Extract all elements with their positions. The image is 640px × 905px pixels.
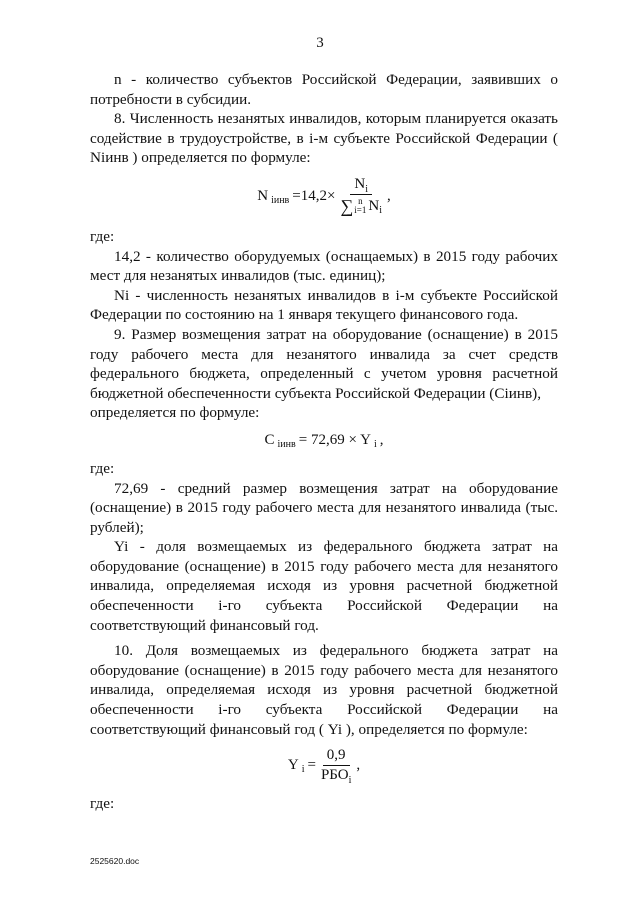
definition-ni: Ni - численность незанятых инвалидов в i-м субъекте Российской Федерации по состоянию на 1 января текущего финансового года. bbox=[90, 286, 558, 324]
formula-1-lhs-sub: iинв bbox=[271, 194, 290, 206]
formula-c-iinv: C iинв = 72,69 × Y i , bbox=[264, 431, 384, 450]
formula-1-trail: , bbox=[387, 187, 391, 204]
where-label-2: где: bbox=[90, 459, 115, 477]
paragraph-9: 9. Размер возмещения затрат на оборудование (оснащение) в 2015 году рабочего места для незанятого инвалида за счет средств федерального бюджета, определенный с учетом уровня расчетной бюджетной обеспеченности субъекта Российской Федерации (Ciинв), bbox=[90, 325, 558, 402]
definition-72-69: 72,69 - средний размер возмещения затрат на оборудование (оснащение) в 2015 году рабочего места для незанятого инвалида (тыс. рублей); bbox=[90, 479, 558, 536]
file-name-footer: 2525620.doc bbox=[90, 856, 140, 866]
formula-2-rhs: = 72,69 × Y bbox=[298, 431, 371, 448]
page-number: 3 bbox=[316, 35, 324, 51]
definition-yi: Yi - доля возмещаемых из федерального бюджета затрат на оборудование (оснащение) в 2015 году рабочего места для незанятого инвалида, определяемая исходя из уровня расчетной бюджетной обеспеченности i-го субъекта Российской Федерации на соответствующий финансовый год. bbox=[90, 538, 558, 634]
formula-1-numerator: $N_i$ bbox=[350, 176, 372, 195]
formula-1-lhs: N bbox=[257, 187, 269, 204]
paragraph-n-definition: n - количество субъектов Российской Федерации, заявивших о потребности в субсидии. bbox=[90, 71, 558, 108]
sum-limits: n i=1 bbox=[354, 196, 367, 216]
sum-sign-icon: ∑ bbox=[340, 195, 354, 216]
document-body bbox=[90, 70, 558, 814]
paragraph-9-end: определяется по формуле: bbox=[90, 404, 260, 422]
where-label-1: где: bbox=[90, 227, 115, 245]
formula-3-denominator: $РБО_i$ bbox=[320, 767, 352, 787]
paragraph-8: 8. Численность незанятых инвалидов, которым планируется оказать содействие в трудоустройстве, в i-м субъекте Российской Федерации ( Niинв ) определяется по формуле: bbox=[90, 110, 558, 167]
formula-n-iinv bbox=[90, 176, 558, 217]
formula-yi: Y i = $\frac{0,9}{РБО_i}$ , bbox=[287, 747, 361, 787]
formula-1-denominator: ∑ n i=1 N i bbox=[340, 195, 382, 216]
formula-3-numerator: 0,9 bbox=[323, 747, 350, 766]
formula-1-fraction bbox=[340, 176, 382, 217]
paragraph-10: 10. Доля возмещаемых из федерального бюджета затрат на оборудование (оснащение) в 2015 году рабочего места для незанятого инвалида, определяемая исходя из уровня расчетной бюджетной обеспеченности i-го субъекта Российской Федерации на соответствующий финансовый год ( Yi ), определяется по формуле: bbox=[90, 642, 558, 738]
formula-1-eq: =14,2× bbox=[292, 187, 336, 204]
where-label-3: где: bbox=[90, 795, 115, 813]
formula-3-fraction bbox=[320, 747, 352, 787]
definition-14-2: 14,2 - количество оборудуемых (оснащаемых) в 2015 году рабочих мест для незанятых инвалидов (тыс. единиц); bbox=[90, 247, 558, 285]
